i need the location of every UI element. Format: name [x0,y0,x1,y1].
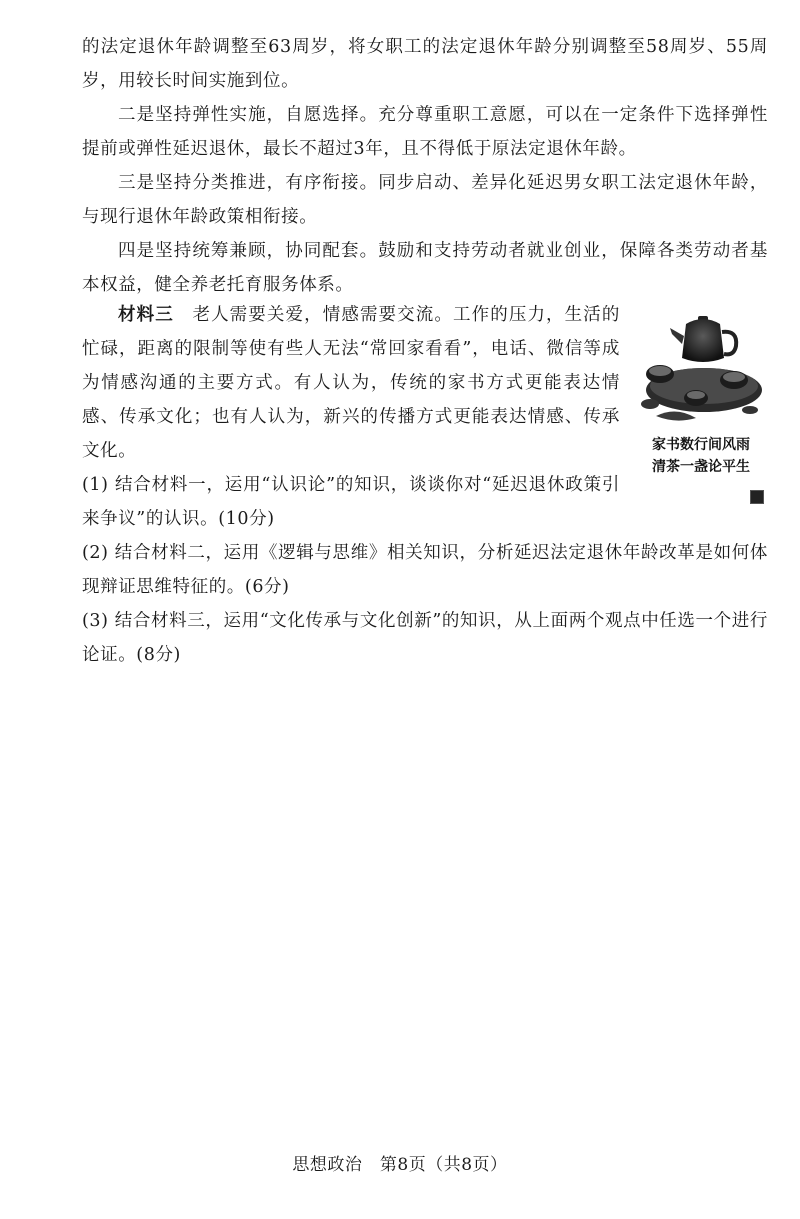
question-2: (2) 结合材料二，运用《逻辑与思维》相关知识，分析延迟法定退休年龄改革是如何体现辩证思维特征的。(6分) [82,543,768,597]
paragraph-principle-four: 四是坚持统筹兼顾，协同配套。鼓励和支持劳动者就业创业，保障各类劳动者基本权益，健全养老托育服务体系。 [82,241,768,295]
paragraph-principle-three: 三是坚持分类推进，有序衔接。同步启动、差异化延迟男女职工法定退休年龄，与现行退休年龄政策相衔接。 [82,173,768,227]
seal-stamp-icon [750,490,764,504]
question-3: (3) 结合材料三，运用“文化传承与文化创新”的知识，从上面两个观点中任选一个进行论证。(8分) [82,611,768,665]
material-three-text: 老人需要关爱，情感需要交流。工作的压力，生活的忙碌，距离的限制等使有些人无法“常回家看看”，电话、微信等成为情感沟通的主要方式。有人认为，传统的家书方式更能表达情感、传承文化；也有人认为，新兴的传播方式更能表达情感、传承文化。 [82,305,621,461]
page-footer: 思想政治 第8页（共8页） [292,1155,508,1175]
figure-caption: 家书数行间风雨 清茶一盏论平生 [652,437,750,475]
question-1: (1) 结合材料一，运用“认识论”的知识，谈谈你对“延迟退休政策引来争议”的认识。(10分) [82,475,620,529]
material-three-block [82,298,620,468]
paragraph-principle-two: 二是坚持弹性实施，自愿选择。充分尊重职工意愿，可以在一定条件下选择弹性提前或弹性延迟退休，最长不超过3年，且不得低于原法定退休年龄。 [82,105,768,159]
material-three-label: 材料三 [118,305,174,325]
tea-illustration [636,306,766,502]
paragraph-retirement-age: 的法定退休年龄调整至63周岁，将女职工的法定退休年龄分别调整至58周岁、55周岁，用较长时间实施到位。 [82,37,768,91]
teapot-teacups-illustration-icon [636,306,766,434]
